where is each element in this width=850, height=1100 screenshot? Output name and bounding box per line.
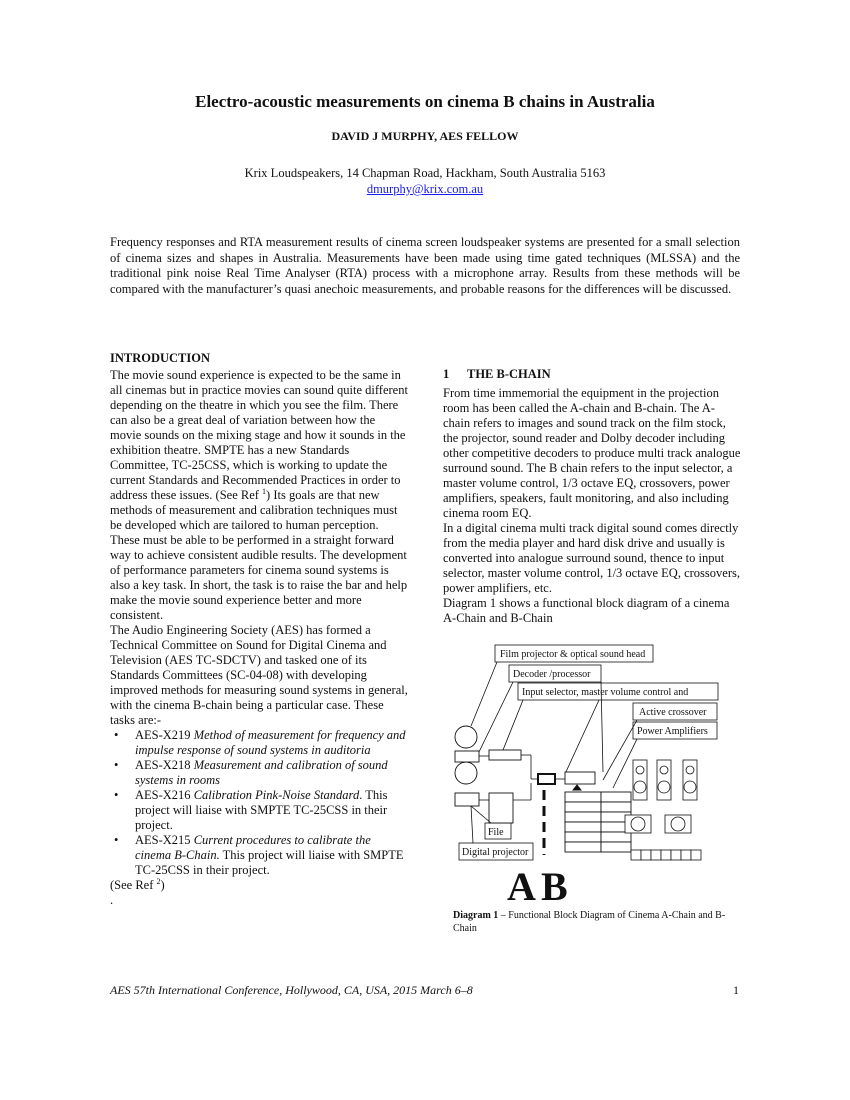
bchain-heading bbox=[443, 367, 741, 382]
active-crossover-label: Active crossover bbox=[639, 707, 707, 718]
crossover-block bbox=[601, 802, 631, 812]
bullet-glyph: • bbox=[114, 758, 119, 772]
eq-block bbox=[565, 812, 601, 822]
eq-block bbox=[565, 842, 601, 852]
speaker-cone-icon bbox=[686, 766, 694, 774]
bchain-paragraph-2: In a digital cinema multi track digital sound comes directly from the media player and hard disk drive and usually is converted into analogue surround sound, thence to input selector, master volume control, 1/3 octave EQ, crossovers, power amplifiers, etc. bbox=[443, 521, 740, 595]
surround-speaker-icon bbox=[641, 850, 651, 860]
surround-speaker-icon bbox=[661, 850, 671, 860]
section-title: THE B-CHAIN bbox=[467, 367, 551, 381]
bullet-glyph: • bbox=[114, 788, 119, 802]
screen-speakers bbox=[625, 760, 701, 860]
sound-reader-icon bbox=[489, 750, 521, 760]
volume-control-icon bbox=[565, 772, 595, 784]
author-email-link[interactable]: dmurphy@krix.com.au bbox=[366, 182, 484, 196]
speaker-cone-icon bbox=[658, 781, 670, 793]
task-code: AES-X215 bbox=[135, 833, 194, 847]
list-item bbox=[110, 788, 408, 833]
intro-paragraph-1 bbox=[110, 368, 408, 623]
task-rest: This project will liaise with SMPTE TC-25CSS in their project. bbox=[135, 848, 404, 877]
input-selector-icon bbox=[538, 774, 555, 784]
paper-title: Electro-acoustic measurements on cinema B chains in Australia bbox=[195, 92, 655, 111]
crossover-block bbox=[601, 792, 631, 802]
surround-speaker-icon bbox=[681, 850, 691, 860]
ref-2-superscript: 2 bbox=[156, 876, 161, 886]
task-rest: . This project will liaise with SMPTE TC-25CSS in their project. bbox=[135, 788, 388, 832]
digital-projector-label: Digital projector bbox=[462, 847, 529, 858]
bchain-paragraph-1: From time immemorial the equipment in the projection room has been called the A-chain and B-chain. The A-chain refers to images and sound track on the film stock, the projector, sound reader and Dolby decoder including other competitive decoders to produce multi track analogue surround sound. The B chain refers to the input selector, a master volume control, 1/3 octave EQ, crossovers, power amplifiers, speakers, fault monitoring, and also including cinema room EQ. bbox=[443, 386, 741, 520]
film-reels bbox=[455, 726, 521, 823]
surround-speaker-icon bbox=[671, 850, 681, 860]
file-label: File bbox=[488, 827, 504, 838]
surround-speaker-icon bbox=[631, 850, 641, 860]
list-item bbox=[110, 833, 408, 878]
intro-paragraph-2: The Audio Engineering Society (AES) has formed a Technical Committee on Sound for Digital Cinema and Television (AES TC-SDCTV) and tasked one of its Standards Committees (SC-04-08) with developing improved methods for measuring sound systems in general, with the cinema B-chain being a particular case. These tasks are:- bbox=[110, 623, 408, 727]
ref-1-superscript: 1 bbox=[262, 486, 267, 496]
b-chain-blocks bbox=[538, 772, 631, 855]
digital-player-icon bbox=[455, 793, 479, 806]
intro-p1-text-b: ) Its goals are that new methods of measurement and calibration techniques must be developed which are tailored to human perception. These must be able to be performed in a straight forward way to achieve consistent audible results. The development of performance parameters for cinema sound systems is also a key task. In short, the task is to raise the bar and help make the movie sound experience better and more consistent. bbox=[110, 488, 408, 622]
task-title: Measurement and calibration of sound systems in rooms bbox=[135, 758, 388, 787]
see-ref-close: ) bbox=[160, 878, 165, 892]
reel-icon bbox=[455, 726, 477, 748]
page-number: 1 bbox=[733, 983, 739, 997]
power-amplifiers-label: Power Amplifiers bbox=[637, 726, 708, 737]
eq-block bbox=[565, 802, 601, 812]
see-ref-2 bbox=[110, 878, 408, 893]
block-diagram bbox=[443, 640, 743, 910]
reel-icon bbox=[455, 762, 477, 784]
digital-server-icon bbox=[489, 793, 513, 823]
tasks-list bbox=[110, 728, 408, 878]
trailing-period: . bbox=[110, 893, 114, 907]
page-footer: AES 57th International Conference, Hollywood, CA, USA, 2015 March 6–8 bbox=[110, 983, 473, 997]
section-number: 1 bbox=[443, 367, 450, 381]
paper-author: DAVID J MURPHY, AES FELLOW bbox=[331, 129, 519, 143]
task-title: Current procedures to calibrate the cinema B-Chain. bbox=[135, 833, 371, 862]
list-item bbox=[110, 758, 408, 788]
author-affiliation: Krix Loudspeakers, 14 Chapman Road, Hackham, South Australia 5163 bbox=[244, 166, 606, 180]
task-code: AES-X219 bbox=[135, 728, 194, 742]
speaker-cone-icon bbox=[671, 817, 685, 831]
crossover-block bbox=[601, 832, 631, 842]
list-item bbox=[110, 728, 408, 758]
projector-head-icon bbox=[455, 751, 479, 762]
bullet-glyph: • bbox=[114, 728, 119, 742]
see-ref-text: (See Ref bbox=[110, 878, 157, 892]
chain-letter-a: A bbox=[507, 864, 536, 909]
decoder-label: Decoder /processor bbox=[513, 669, 591, 680]
film-projector-label: Film projector & optical sound head bbox=[500, 649, 646, 660]
surround-speaker-icon bbox=[691, 850, 701, 860]
caption-text: – Functional Block Diagram of Cinema A-Chain and B-Chain bbox=[453, 910, 726, 934]
author-email-line bbox=[0, 182, 850, 197]
eq-block bbox=[565, 822, 601, 832]
speaker-cone-icon bbox=[660, 766, 668, 774]
task-code: AES-X216 bbox=[135, 788, 194, 802]
speaker-cone-icon bbox=[636, 766, 644, 774]
introduction-section bbox=[110, 351, 408, 908]
crossover-block bbox=[601, 842, 631, 852]
eq-block bbox=[565, 832, 601, 842]
task-title: Method of measurement for frequency and impulse response of sound systems in auditoria bbox=[135, 728, 406, 757]
bchain-section bbox=[443, 367, 741, 626]
speaker-cone-icon bbox=[634, 781, 646, 793]
task-title: Calibration Pink-Noise Standard bbox=[193, 788, 360, 802]
introduction-heading: INTRODUCTION bbox=[110, 351, 211, 365]
diagram-caption bbox=[453, 909, 743, 935]
task-code: AES-X218 bbox=[135, 758, 194, 772]
caption-label: Diagram 1 bbox=[453, 910, 499, 921]
speaker-cone-icon bbox=[631, 817, 645, 831]
surround-speaker-icon bbox=[651, 850, 661, 860]
abstract: Frequency responses and RTA measurement results of cinema screen loudspeaker systems are presented for a small selection of cinema sizes and shapes in Australia. Measurements have been made using time gated techniques (MLSSA) and the traditional pink noise Real Time Analyser (RTA) process with a microphone array. Results from these methods will be compared with the manufacturer’s quasi anechoic measurements, and probable reasons for the differences will be discussed. bbox=[110, 235, 740, 296]
input-selector-label: Input selector, master volume control and bbox=[522, 687, 689, 698]
bullet-glyph: • bbox=[114, 833, 119, 847]
eq-block bbox=[565, 792, 601, 802]
speaker-cone-icon bbox=[684, 781, 696, 793]
intro-p1-text-a: The movie sound experience is expected to be the same in all cinemas but in practice movies can sound quite different depending on the theatre in which you see the film. There can also be a great deal of variation between how the movie sounds on the mixing stage and how it sounds in the exhibition theatre. SMPTE has a new Standards Committee, TC-25CSS, which is working to update the current Standards and Recommended Practices in order to address these issues. (See Ref bbox=[110, 368, 408, 502]
chain-letter-b: B bbox=[541, 864, 568, 909]
signal-arrow-icon bbox=[573, 785, 581, 790]
bchain-paragraph-3: Diagram 1 shows a functional block diagram of a cinema A-Chain and B-Chain bbox=[443, 596, 730, 625]
